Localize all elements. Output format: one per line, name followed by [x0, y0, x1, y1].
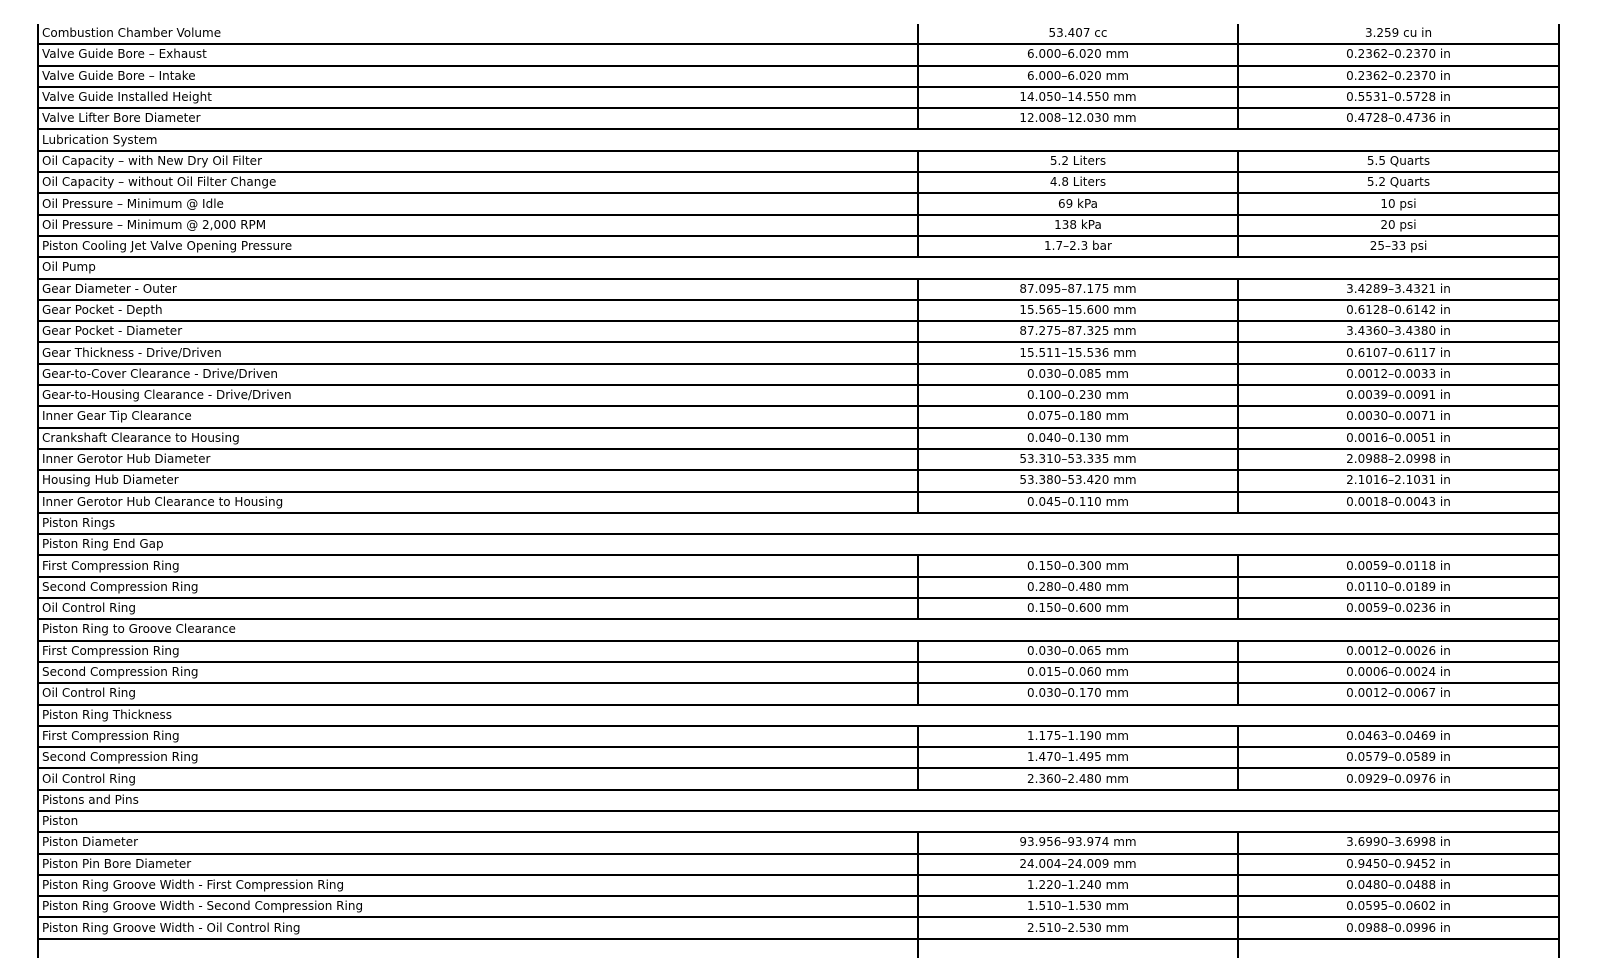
spec-metric-value: 0.015–0.060 mm	[918, 662, 1238, 683]
spec-metric-value: 0.150–0.600 mm	[918, 598, 1238, 619]
spec-english-value: 0.0016–0.0051 in	[1238, 428, 1559, 449]
spec-name: Oil Pressure – Minimum @ Idle	[38, 193, 918, 214]
spec-english-value: 0.0463–0.0469 in	[1238, 726, 1559, 747]
spec-row	[38, 662, 1559, 683]
spec-row	[38, 215, 1559, 236]
spec-row	[38, 428, 1559, 449]
spec-row	[38, 683, 1559, 704]
section-header-row	[38, 790, 1559, 811]
spec-name: Valve Guide Installed Height	[38, 87, 918, 108]
spec-english-value: 0.0595–0.0602 in	[1238, 896, 1559, 917]
spec-metric-value: 5.2 Liters	[918, 151, 1238, 172]
spec-name: Gear Pocket - Diameter	[38, 321, 918, 342]
section-title: Piston	[38, 811, 1559, 832]
spec-row	[38, 172, 1559, 193]
spec-name: Gear-to-Housing Clearance - Drive/Driven	[38, 385, 918, 406]
spec-english-value: 3.6990–3.6998 in	[1238, 832, 1559, 853]
spec-name: Oil Control Ring	[38, 683, 918, 704]
spec-name: First Compression Ring	[38, 726, 918, 747]
spec-metric-value: 14.050–14.550 mm	[918, 87, 1238, 108]
spec-english-value: 0.0012–0.0033 in	[1238, 364, 1559, 385]
spec-name: First Compression Ring	[38, 555, 918, 576]
spec-english-value: 0.0988–0.0996 in	[1238, 917, 1559, 938]
spec-metric-value: 0.075–0.180 mm	[918, 406, 1238, 427]
spec-english-value: 2.1016–2.1031 in	[1238, 470, 1559, 491]
spec-metric-value: 1.220–1.240 mm	[918, 875, 1238, 896]
spec-metric-value: 0.045–0.110 mm	[918, 492, 1238, 513]
spec-row	[38, 832, 1559, 853]
spec-english-value: 0.0006–0.0024 in	[1238, 662, 1559, 683]
spec-english-value: 0.0030–0.0071 in	[1238, 406, 1559, 427]
section-title: Piston Ring End Gap	[38, 534, 1559, 555]
spec-name: Oil Control Ring	[38, 598, 918, 619]
spec-english-value: 0.0110–0.0189 in	[1238, 577, 1559, 598]
spec-name: Housing Hub Diameter	[38, 470, 918, 491]
spec-row	[38, 492, 1559, 513]
spec-name: Crankshaft Clearance to Housing	[38, 428, 918, 449]
spec-row	[38, 939, 1559, 958]
spec-metric-value: 0.280–0.480 mm	[918, 577, 1238, 598]
section-title: Piston Ring to Groove Clearance	[38, 619, 1559, 640]
spec-english-value: 0.6128–0.6142 in	[1238, 300, 1559, 321]
spec-metric-value: 1.470–1.495 mm	[918, 747, 1238, 768]
spec-english-value: 0.0059–0.0236 in	[1238, 598, 1559, 619]
section-header-row	[38, 534, 1559, 555]
spec-english-value: 0.0018–0.0043 in	[1238, 492, 1559, 513]
spec-english-value: 2.0988–2.0998 in	[1238, 449, 1559, 470]
spec-metric-value: 0.040–0.130 mm	[918, 428, 1238, 449]
spec-metric-value: 1.175–1.190 mm	[918, 726, 1238, 747]
spec-row	[38, 193, 1559, 214]
spec-metric-value: 15.511–15.536 mm	[918, 342, 1238, 363]
spec-row	[38, 364, 1559, 385]
section-header-row	[38, 257, 1559, 278]
spec-name: Gear-to-Cover Clearance - Drive/Driven	[38, 364, 918, 385]
spec-english-value: 10 psi	[1238, 193, 1559, 214]
spec-row	[38, 555, 1559, 576]
spec-row	[38, 279, 1559, 300]
spec-english-value: 0.9450–0.9452 in	[1238, 854, 1559, 875]
spec-metric-value: 138 kPa	[918, 215, 1238, 236]
specifications-table-body	[38, 24, 1559, 958]
spec-name: Valve Lifter Bore Diameter	[38, 108, 918, 129]
spec-row	[38, 917, 1559, 938]
spec-metric-value: 2.510–2.530 mm	[918, 917, 1238, 938]
spec-row	[38, 747, 1559, 768]
section-title: Piston Rings	[38, 513, 1559, 534]
spec-name: Piston Pin Bore Diameter	[38, 854, 918, 875]
spec-name: Gear Pocket - Depth	[38, 300, 918, 321]
spec-row	[38, 854, 1559, 875]
spec-metric-value: 0.030–0.085 mm	[918, 364, 1238, 385]
spec-english-value: 0.6107–0.6117 in	[1238, 342, 1559, 363]
spec-name: Gear Thickness - Drive/Driven	[38, 342, 918, 363]
spec-row	[38, 342, 1559, 363]
spec-english-value: 0.2362–0.2370 in	[1238, 66, 1559, 87]
spec-row	[38, 577, 1559, 598]
section-title: Piston Ring Thickness	[38, 705, 1559, 726]
spec-metric-value: 12.008–12.030 mm	[918, 108, 1238, 129]
spec-metric-value: 93.956–93.974 mm	[918, 832, 1238, 853]
section-header-row	[38, 619, 1559, 640]
spec-name: Gear Diameter - Outer	[38, 279, 918, 300]
spec-name: Oil Capacity – with New Dry Oil Filter	[38, 151, 918, 172]
spec-name: Second Compression Ring	[38, 577, 918, 598]
spec-english-value: 25–33 psi	[1238, 236, 1559, 257]
section-title: Pistons and Pins	[38, 790, 1559, 811]
spec-metric-value: 4.8 Liters	[918, 172, 1238, 193]
spec-name: Oil Control Ring	[38, 768, 918, 789]
spec-metric-value: 6.000–6.020 mm	[918, 44, 1238, 65]
spec-row	[38, 44, 1559, 65]
spec-name: Piston Diameter	[38, 832, 918, 853]
section-title: Oil Pump	[38, 257, 1559, 278]
spec-english-value: 5.5 Quarts	[1238, 151, 1559, 172]
section-header-row	[38, 129, 1559, 150]
spec-row	[38, 66, 1559, 87]
spec-english-value: 3.4289–3.4321 in	[1238, 279, 1559, 300]
spec-row	[38, 385, 1559, 406]
spec-row	[38, 24, 1559, 44]
spec-metric-value: 24.004–24.009 mm	[918, 854, 1238, 875]
spec-metric-value: 0.100–0.230 mm	[918, 385, 1238, 406]
spec-english-value: 0.0579–0.0589 in	[1238, 747, 1559, 768]
spec-english-value: 0.2362–0.2370 in	[1238, 44, 1559, 65]
spec-metric-value: 2.360–2.480 mm	[918, 768, 1238, 789]
spec-metric-value: 53.407 cc	[918, 24, 1238, 44]
spec-name: First Compression Ring	[38, 641, 918, 662]
spec-row	[38, 449, 1559, 470]
section-header-row	[38, 811, 1559, 832]
spec-name: Oil Pressure – Minimum @ 2,000 RPM	[38, 215, 918, 236]
spec-english-value: 3.4360–3.4380 in	[1238, 321, 1559, 342]
spec-row	[38, 300, 1559, 321]
spec-english-value: 0.0059–0.0118 in	[1238, 555, 1559, 576]
spec-row	[38, 768, 1559, 789]
spec-name	[38, 939, 918, 958]
spec-english-value: 0.0480–0.0488 in	[1238, 875, 1559, 896]
spec-name: Valve Guide Bore – Intake	[38, 66, 918, 87]
spec-metric-value: 1.7–2.3 bar	[918, 236, 1238, 257]
spec-row	[38, 598, 1559, 619]
spec-row	[38, 321, 1559, 342]
spec-english-value: 5.2 Quarts	[1238, 172, 1559, 193]
spec-metric-value: 0.030–0.170 mm	[918, 683, 1238, 704]
spec-metric-value: 0.030–0.065 mm	[918, 641, 1238, 662]
spec-name: Piston Ring Groove Width - Oil Control Ring	[38, 917, 918, 938]
spec-name: Second Compression Ring	[38, 662, 918, 683]
spec-english-value: 20 psi	[1238, 215, 1559, 236]
section-header-row	[38, 513, 1559, 534]
spec-metric-value: 53.380–53.420 mm	[918, 470, 1238, 491]
spec-english-value: 0.0012–0.0026 in	[1238, 641, 1559, 662]
spec-metric-value: 1.510–1.530 mm	[918, 896, 1238, 917]
spec-name: Oil Capacity – without Oil Filter Change	[38, 172, 918, 193]
spec-name: Second Compression Ring	[38, 747, 918, 768]
spec-metric-value: 53.310–53.335 mm	[918, 449, 1238, 470]
spec-metric-value: 0.150–0.300 mm	[918, 555, 1238, 576]
spec-english-value: 0.0039–0.0091 in	[1238, 385, 1559, 406]
spec-row	[38, 470, 1559, 491]
spec-name: Piston Ring Groove Width - First Compression Ring	[38, 875, 918, 896]
spec-row	[38, 87, 1559, 108]
spec-row	[38, 406, 1559, 427]
spec-name: Piston Cooling Jet Valve Opening Pressure	[38, 236, 918, 257]
spec-row	[38, 236, 1559, 257]
spec-english-value: 0.0012–0.0067 in	[1238, 683, 1559, 704]
spec-row	[38, 896, 1559, 917]
spec-metric-value: 87.275–87.325 mm	[918, 321, 1238, 342]
spec-english-value	[1238, 939, 1559, 958]
spec-english-value: 0.4728–0.4736 in	[1238, 108, 1559, 129]
spec-metric-value: 15.565–15.600 mm	[918, 300, 1238, 321]
spec-english-value: 3.259 cu in	[1238, 24, 1559, 44]
spec-english-value: 0.0929–0.0976 in	[1238, 768, 1559, 789]
spec-name: Valve Guide Bore – Exhaust	[38, 44, 918, 65]
spec-row	[38, 641, 1559, 662]
spec-metric-value: 69 kPa	[918, 193, 1238, 214]
section-header-row	[38, 705, 1559, 726]
section-title: Lubrication System	[38, 129, 1559, 150]
spec-name: Inner Gerotor Hub Diameter	[38, 449, 918, 470]
spec-english-value: 0.5531–0.5728 in	[1238, 87, 1559, 108]
spec-metric-value	[918, 939, 1238, 958]
spec-name: Inner Gear Tip Clearance	[38, 406, 918, 427]
spec-row	[38, 875, 1559, 896]
specifications-table	[37, 24, 1560, 958]
spec-name: Combustion Chamber Volume	[38, 24, 918, 44]
spec-row	[38, 151, 1559, 172]
spec-name: Piston Ring Groove Width - Second Compression Ring	[38, 896, 918, 917]
spec-metric-value: 87.095–87.175 mm	[918, 279, 1238, 300]
spec-metric-value: 6.000–6.020 mm	[918, 66, 1238, 87]
spec-name: Inner Gerotor Hub Clearance to Housing	[38, 492, 918, 513]
spec-row	[38, 108, 1559, 129]
spec-row	[38, 726, 1559, 747]
